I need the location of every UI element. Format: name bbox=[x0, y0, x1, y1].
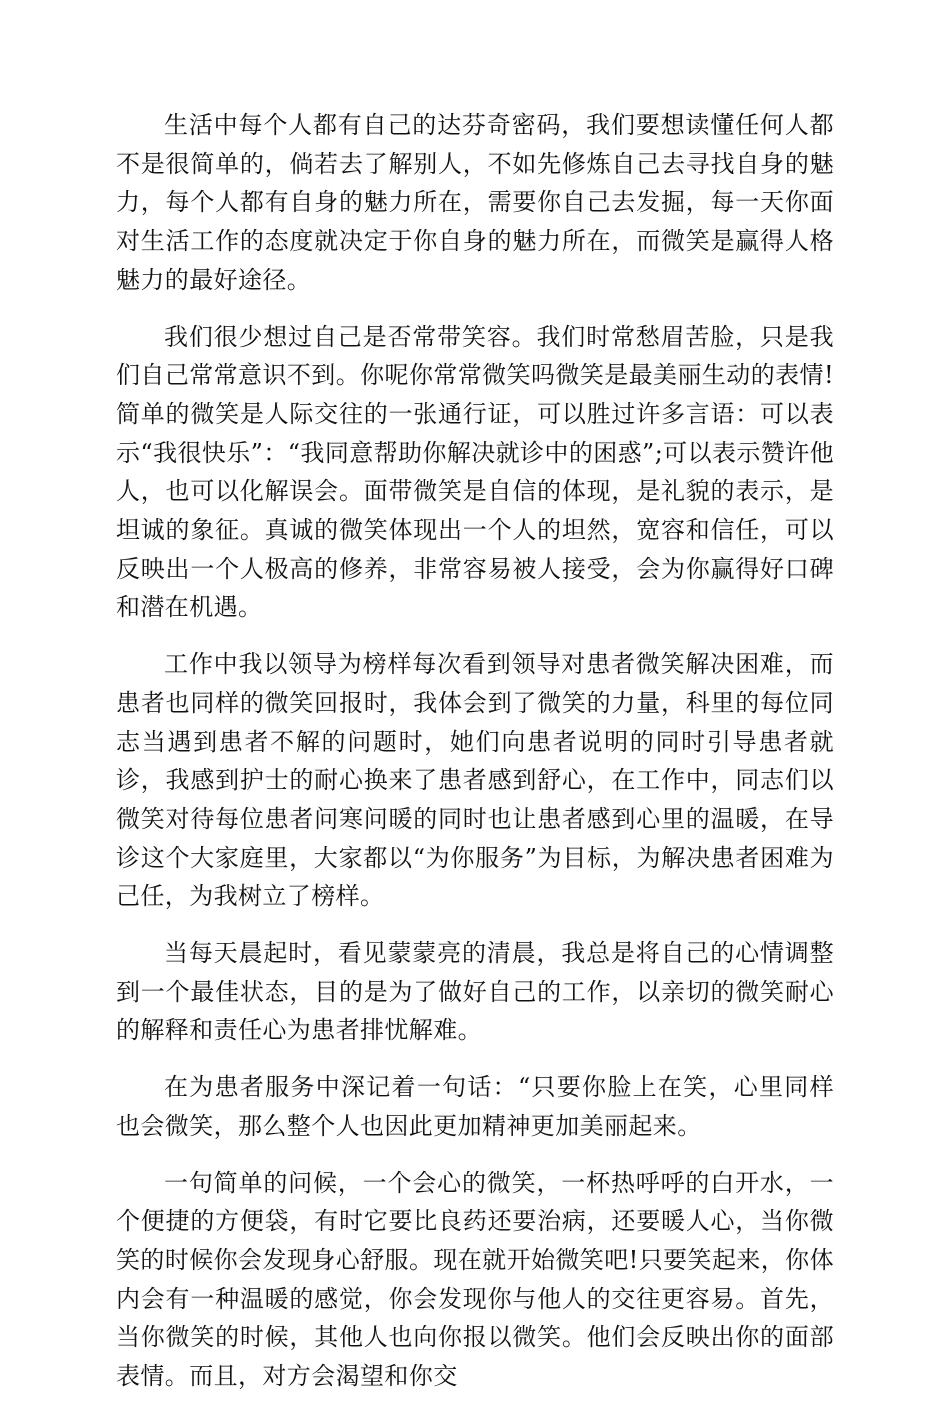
paragraph-6: 一句简单的问候，一个会心的微笑，一杯热呼呼的白开水，一个便捷的方便袋，有时它要比良药还要治病，还要暖人心，当你微笑的时候你会发现身心舒服。现在就开始微笑吧!只要笑起来，你体内会有一种温暖的感觉，你会发现你与他人的交往更容易。首先，当你微笑的时候，其他人也向你报以微笑。他们会反映出你的面部表情。而且，对方会渴望和你交 bbox=[116, 1168, 834, 1391]
paragraph-1: 生活中每个人都有自己的达芬奇密码，我们要想读懂任何人都不是很简单的，倘若去了解别人，不如先修炼自己去寻找自身的魅力，每个人都有自身的魅力所在，需要你自己去发掘，每一天你面对生活工作的态度就决定于你自身的魅力所在，而微笑是赢得人格魅力的最好途径。 bbox=[116, 111, 834, 294]
document-body bbox=[116, 106, 834, 1414]
paragraph-5: 在为患者服务中深记着一句话：“只要你脸上在笑，心里同样也会微笑，那么整个人也因此更加精神更加美丽起来。 bbox=[116, 1073, 834, 1140]
paragraph-2: 我们很少想过自己是否常带笑容。我们时常愁眉苦脸，只是我们自己常常意识不到。你呢你常常微笑吗微笑是最美丽生动的表情!简单的微笑是人际交往的一张通行证，可以胜过许多言语：可以表示“我很快乐”：“我同意帮助你解决就诊中的困惑”;可以表示赞许他人，也可以化解误会。面带微笑是自信的体现，是礼貌的表示，是坦诚的象征。真诚的微笑体现出一个人的坦然，宽容和信任，可以反映出一个人极高的修养，非常容易被人接受，会为你赢得好口碑和潜在机遇。 bbox=[116, 322, 834, 622]
paragraph-4: 当每天晨起时，看见蒙蒙亮的清晨，我总是将自己的心情调整到一个最佳状态，目的是为了做好自己的工作，以亲切的微笑耐心的解释和责任心为患者排忧解难。 bbox=[116, 939, 834, 1045]
paragraph-3: 工作中我以领导为榜样每次看到领导对患者微笑解决困难，而患者也同样的微笑回报时，我体会到了微笑的力量，科里的每位同志当遇到患者不解的问题时，她们向患者说明的同时引导患者就诊，我感到护士的耐心换来了患者感到舒心，在工作中，同志们以微笑对待每位患者问寒问暖的同时也让患者感到心里的温暖，在导诊这个大家庭里，大家都以“为你服务”为目标，为解决患者困难为己任，为我树立了榜样。 bbox=[116, 650, 834, 911]
